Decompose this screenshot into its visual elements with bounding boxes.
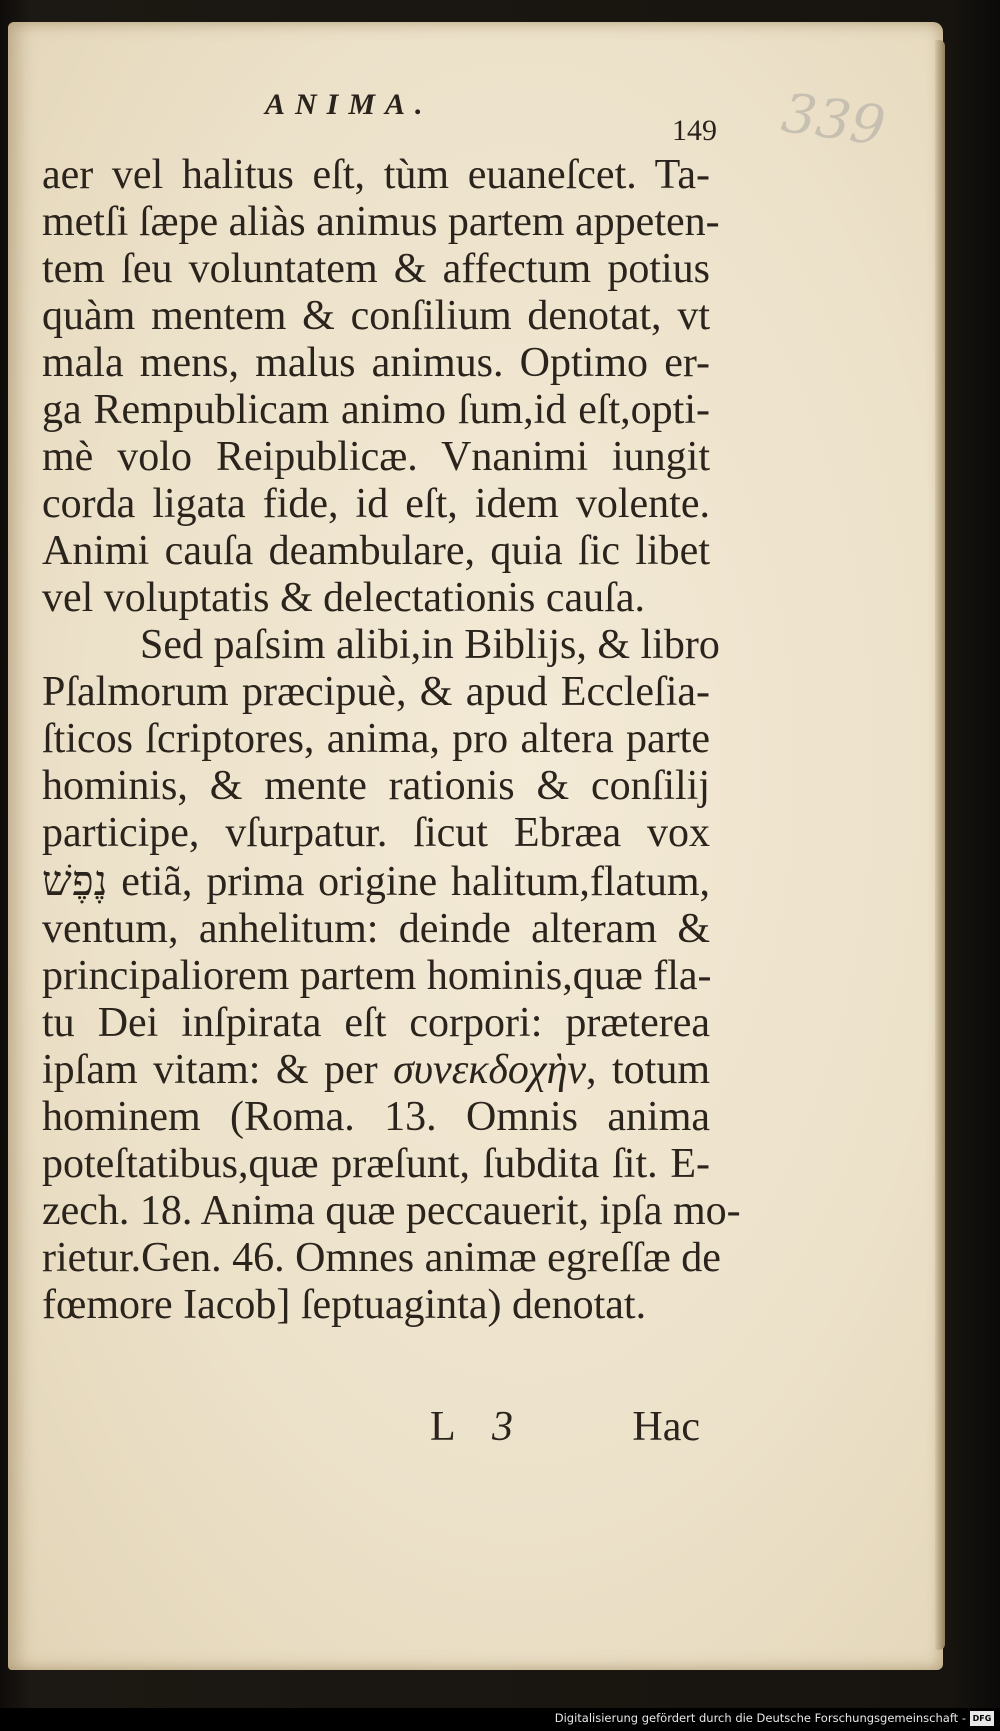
- text-line: principaliorem partem hominis,quæ fla-: [42, 953, 712, 999]
- pencil-folio-number: 339: [778, 81, 889, 158]
- text-line: hominis, & mente rationis & conſilij: [42, 763, 710, 809]
- dfg-logo-icon: DFG: [970, 1711, 994, 1726]
- text-line: mè volo Reipublicæ. Vnanimi iungit: [42, 434, 710, 480]
- signature-letter: L: [430, 1404, 456, 1450]
- text-line: corda ligata fide, id eſt, idem volente.: [42, 481, 710, 527]
- catchword: Hac: [632, 1404, 700, 1450]
- page-number: 149: [672, 114, 717, 147]
- text-line: quàm mentem & conſilium denotat, vt: [42, 293, 710, 339]
- body-text: [42, 152, 741, 1329]
- running-head: ANIMA.: [265, 88, 433, 121]
- digitization-footer: [0, 1708, 1000, 1731]
- page-edge: [935, 40, 945, 1650]
- text-line: fœmore Iacob] ſeptuaginta) denotat.: [42, 1282, 647, 1328]
- text-line: Pſalmorum præcipuè, & apud Eccleſia-: [42, 669, 710, 715]
- paragraph-start-line: Sed paſsim alibi,in Biblijs, & libro: [140, 622, 720, 668]
- text-line: tu Dei inſpirata eſt corpori: præterea: [42, 1000, 710, 1046]
- text-line: poteſtatibus,quæ præſunt, ſubdita ſit. E-: [42, 1141, 710, 1187]
- text-line: participe, vſurpatur. ſicut Ebræa vox: [42, 810, 710, 856]
- greek-text-line: [42, 1047, 710, 1094]
- text-line: vel voluptatis & delectationis cauſa.: [42, 575, 645, 621]
- text-line: ventum, anhelitum: deinde alteram &: [42, 906, 710, 952]
- text-line: mala mens, malus animus. Optimo er-: [42, 340, 710, 386]
- funding-credit: Digitalisierung gefördert durch die Deutsche Forschungsgemeinschaft -: [554, 1711, 966, 1725]
- text-line: rietur.Gen. 46. Omnes animæ egreſſæ de: [42, 1235, 721, 1281]
- text-line: metſi ſæpe aliàs animus partem appeten-: [42, 199, 720, 245]
- text-line: hominem (Roma. 13. Omnis anima: [42, 1094, 710, 1140]
- text-line: aer vel halitus eſt, tùm euaneſcet. Ta-: [42, 152, 710, 198]
- catchword-line: [430, 1403, 700, 1453]
- text-fragment: etiã, prima origine halitum,flatum,: [107, 859, 710, 905]
- hebrew-word: נֶפֶשׁ: [42, 856, 108, 905]
- text-line: ga Rempublicam animo ſum,id eſt,opti-: [42, 387, 710, 433]
- signature-number: 3: [492, 1404, 513, 1450]
- text-line: zech. 18. Anima quæ peccauerit, ipſa mo-: [42, 1188, 741, 1234]
- hebrew-text-line: [42, 857, 710, 906]
- greek-word: συνεκδοχὴν: [393, 1047, 587, 1093]
- text-fragment: , totum: [586, 1047, 711, 1093]
- text-line: tem ſeu voluntatem & affectum potius: [42, 246, 710, 292]
- text-line: Animi cauſa deambulare, quia ſic libet: [42, 528, 710, 574]
- text-line: ſticos ſcriptores, anima, pro altera parte: [42, 716, 710, 762]
- text-fragment: ipſam vitam: & per: [42, 1047, 394, 1093]
